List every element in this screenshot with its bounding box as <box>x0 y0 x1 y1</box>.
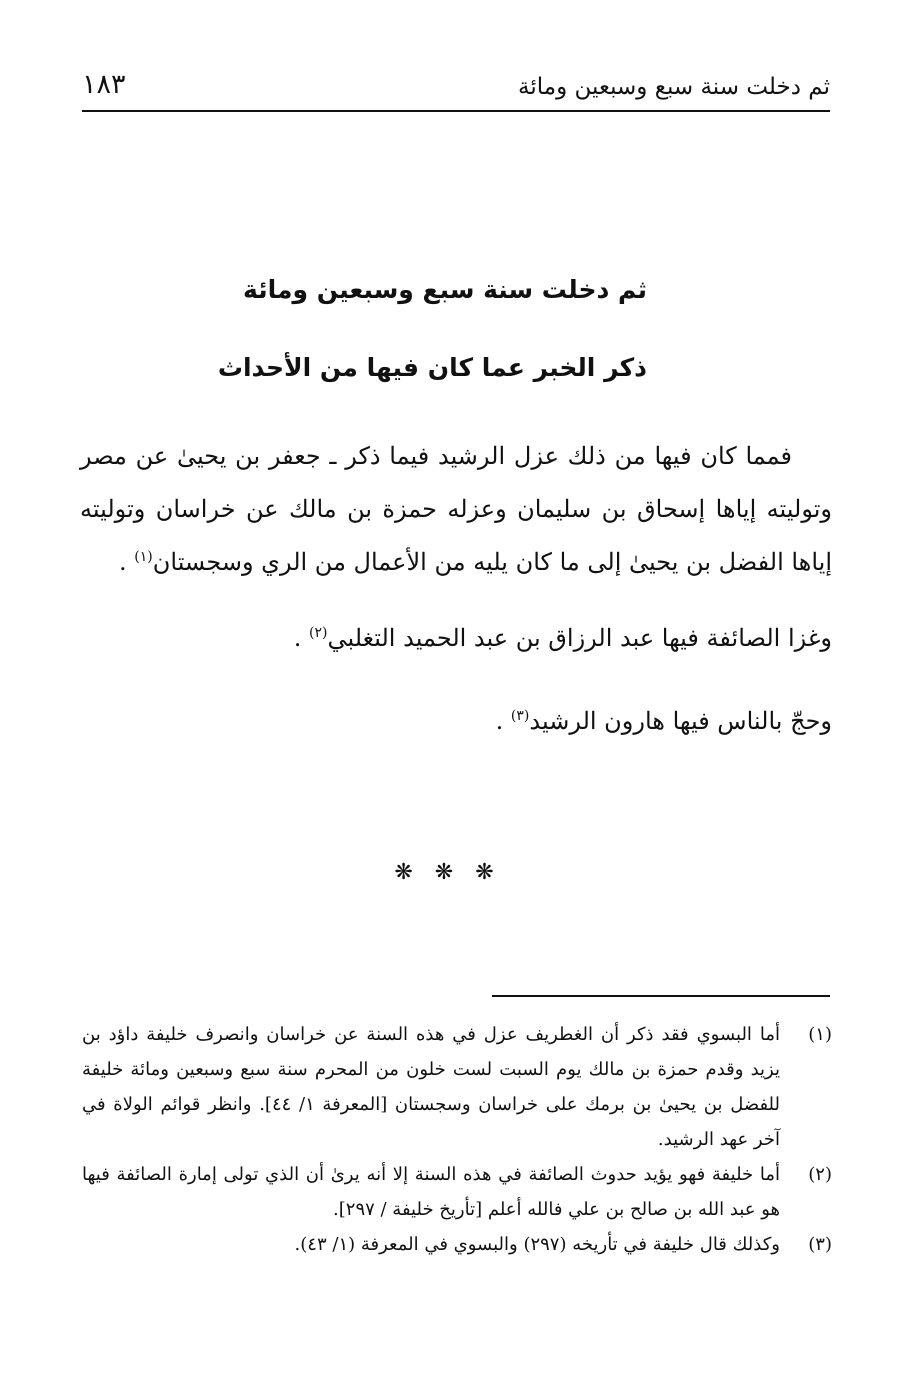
paragraph-1-text: فمما كان فيها من ذلك عزل الرشيد فيما ذكر ـ جعفر بن يحيىٰ عن مصر وتوليته إياها إسحاق بن سليمان وعزله حمزة بن مالك عن خراسان وتوليته إياها الفضل بن يحيىٰ إلى ما كان يليه من الأعمال من الري وسجستان <box>80 442 832 576</box>
paragraph-2 <box>80 612 872 665</box>
paragraph-2-text: وغزا الصائفة فيها عبد الرزاق بن عبد الحميد التغلبي <box>327 624 832 652</box>
paragraph-1-end: . <box>119 548 135 576</box>
footnote-1-number: (١) <box>808 1024 832 1045</box>
footnote-2 <box>82 1157 832 1227</box>
chapter-subtitle: ذكر الخبر عما كان فيها من الأحداث <box>217 353 647 382</box>
footnote-1 <box>82 1017 832 1157</box>
paragraph-3-text: وحجّ بالناس فيها هارون الرشيد <box>529 707 832 735</box>
footnote-2-number: (٢) <box>808 1164 832 1185</box>
running-header <box>82 68 830 112</box>
footnote-3-text: وكذلك قال خليفة في تأريخه (٢٩٧) والبسوي في المعرفة (١/ ٤٣). <box>294 1234 780 1255</box>
footnotes <box>82 1017 832 1262</box>
running-title: ثم دخلت سنة سبع وسبعين ومائة <box>518 74 830 100</box>
footnote-ref-1[interactable]: (١) <box>134 549 153 565</box>
footnote-2-text: أما خليفة فهو يؤيد حدوث الصائفة في هذه السنة إلا أنه يرىٰ أن الذي تولى إمارة الصائفة فيها هو عبد الله بن صالح بن علي فالله أعلم [تأريخ خليفة / ٢٩٧]. <box>82 1164 780 1220</box>
footnote-divider <box>492 995 830 997</box>
chapter-title: ثم دخلت سنة سبع وسبعين ومائة <box>243 275 647 304</box>
footnote-1-text: أما البسوي فقد ذكر أن الغطريف عزل في هذه السنة عن خراسان وانصرف خليفة داؤد بن يزيد وقدم حمزة بن مالك يوم السبت لست خلون من المحرم سنة سبع وسبعين ومائة خليفة للفضل بن يحيىٰ بن برمك على خراسان وسجستان [المعرفة ١/ ٤٤]. وانظر قوائم الولاة في آخر عهد الرشيد. <box>82 1024 780 1150</box>
footnote-3-number: (٣) <box>808 1234 832 1255</box>
paragraph-1 <box>80 430 832 589</box>
section-ornament: ❋❋❋ <box>394 860 516 885</box>
footnote-ref-3[interactable]: (٣) <box>510 708 530 724</box>
paragraph-3 <box>80 695 872 748</box>
paragraph-3-end: . <box>495 707 511 735</box>
footnote-ref-2[interactable]: (٢) <box>309 625 328 641</box>
page-number: ١٨٣ <box>82 69 126 100</box>
footnote-3 <box>82 1227 832 1262</box>
paragraph-2-end: . <box>293 624 310 652</box>
